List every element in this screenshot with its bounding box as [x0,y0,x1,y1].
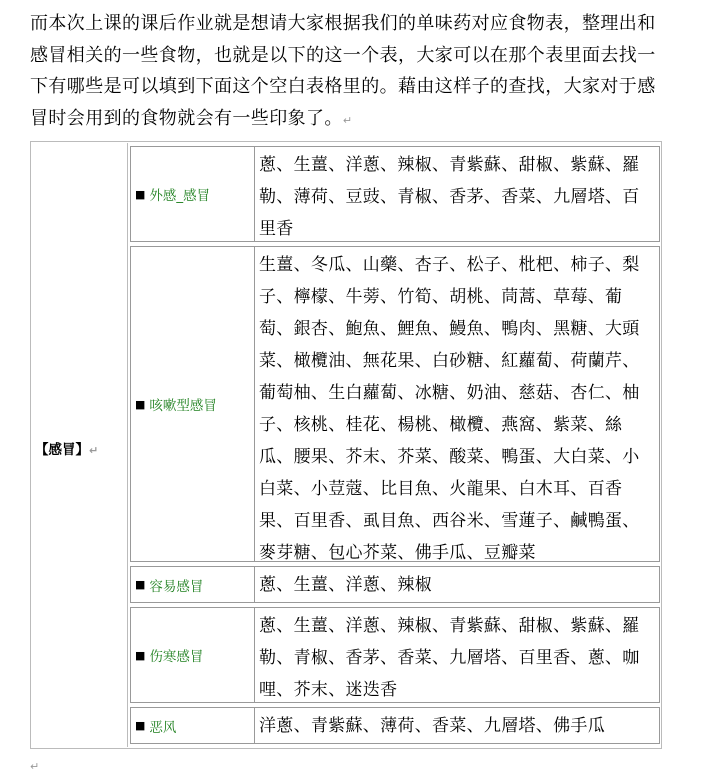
intro-text: 而本次上课的课后作业就是想请大家根据我们的单味药对应食物表，整理出和感冒相关的一些食物，也就是以下的这一个表，大家可以在那个表里面去找一下有哪些是可以填到下面这个空白表格里的。藉由这样子的查找，大家对于感冒时会用到的食物就会有一些印象了。 [30,13,656,129]
cell-mark-icon: ↵ [89,444,99,457]
category-label: 恶风 [149,719,177,736]
category-label: 外感_感冒 [149,188,211,204]
paragraph-mark-icon: ↵ [342,113,353,127]
main-category-label: 【感冒】↵ [35,442,99,458]
table-row-aversion-wind [130,707,660,744]
category-cell [131,147,255,241]
category-label: 容易感冒 [149,578,204,595]
foods-text: 蔥、生薑、洋蔥、辣椒、青紫蘇、甜椒、紫蘇、羅勒、薄荷、豆豉、青椒、香茅、香菜、九層塔、百里香 [259,155,640,239]
foods-cell [255,608,659,702]
foods-cell [255,567,659,602]
table-row-easy-cold [130,566,660,603]
foods-cell [255,147,659,241]
category-label: 咳嗽型感冒 [149,398,217,414]
foods-text: 蔥、生薑、洋蔥、辣椒 [259,575,432,595]
bullet-square-icon: ■ [135,187,146,201]
table-row-cold-damage [130,607,660,703]
category-label: 伤寒感冒 [149,649,204,665]
foods-text: 洋蔥、青紫蘇、薄荷、香菜、九層塔、佛手瓜 [259,716,605,736]
category-cell [131,567,255,602]
category-cell [131,708,255,743]
bullet-square-icon: ■ [135,648,146,662]
bullet-square-icon: ■ [135,397,146,411]
category-cell [131,608,255,702]
intro-paragraph [30,8,670,136]
paragraph-mark-icon: ↵ [30,760,40,773]
bullet-square-icon: ■ [135,719,146,732]
table-row-cough-cold [130,246,660,562]
foods-cell [255,247,659,561]
foods-text: 蔥、生薑、洋蔥、辣椒、青紫蘇、甜椒、紫蘇、羅勒、青椒、香茅、香菜、九層塔、百里香、蔥、咖哩、芥末、迷迭香 [259,616,640,700]
foods-text: 生薑、冬瓜、山藥、杏子、松子、枇杷、柿子、梨子、檸檬、牛蒡、竹筍、胡桃、茼蒿、草莓、葡萄、銀杏、鮑魚、鯉魚、鰻魚、鴨肉、黑糖、大頭菜、橄欖油、無花果、白砂糖、紅蘿蔔、荷蘭芹、葡萄柚、生白蘿蔔、冰糖、奶油、慈菇、杏仁、柚子、核桃、桂花、楊桃、橄欖、燕窩、紫菜、絲瓜、腰果、芥末、芥菜、酸菜、鴨蛋、大白菜、小白菜、小荳蔻、比目魚、火龍果、白木耳、百香果、百里香、虱目魚、西谷米、雪蓮子、鹹鴨蛋、麥芽糖、包心芥菜、佛手瓜、豆瓣菜 [259,255,640,563]
table-row-exterior-cold [130,146,660,242]
bullet-square-icon: ■ [135,578,146,591]
cold-food-table [30,141,662,749]
subcategory-table [127,143,661,747]
foods-cell [255,708,659,743]
category-cell [131,247,255,561]
